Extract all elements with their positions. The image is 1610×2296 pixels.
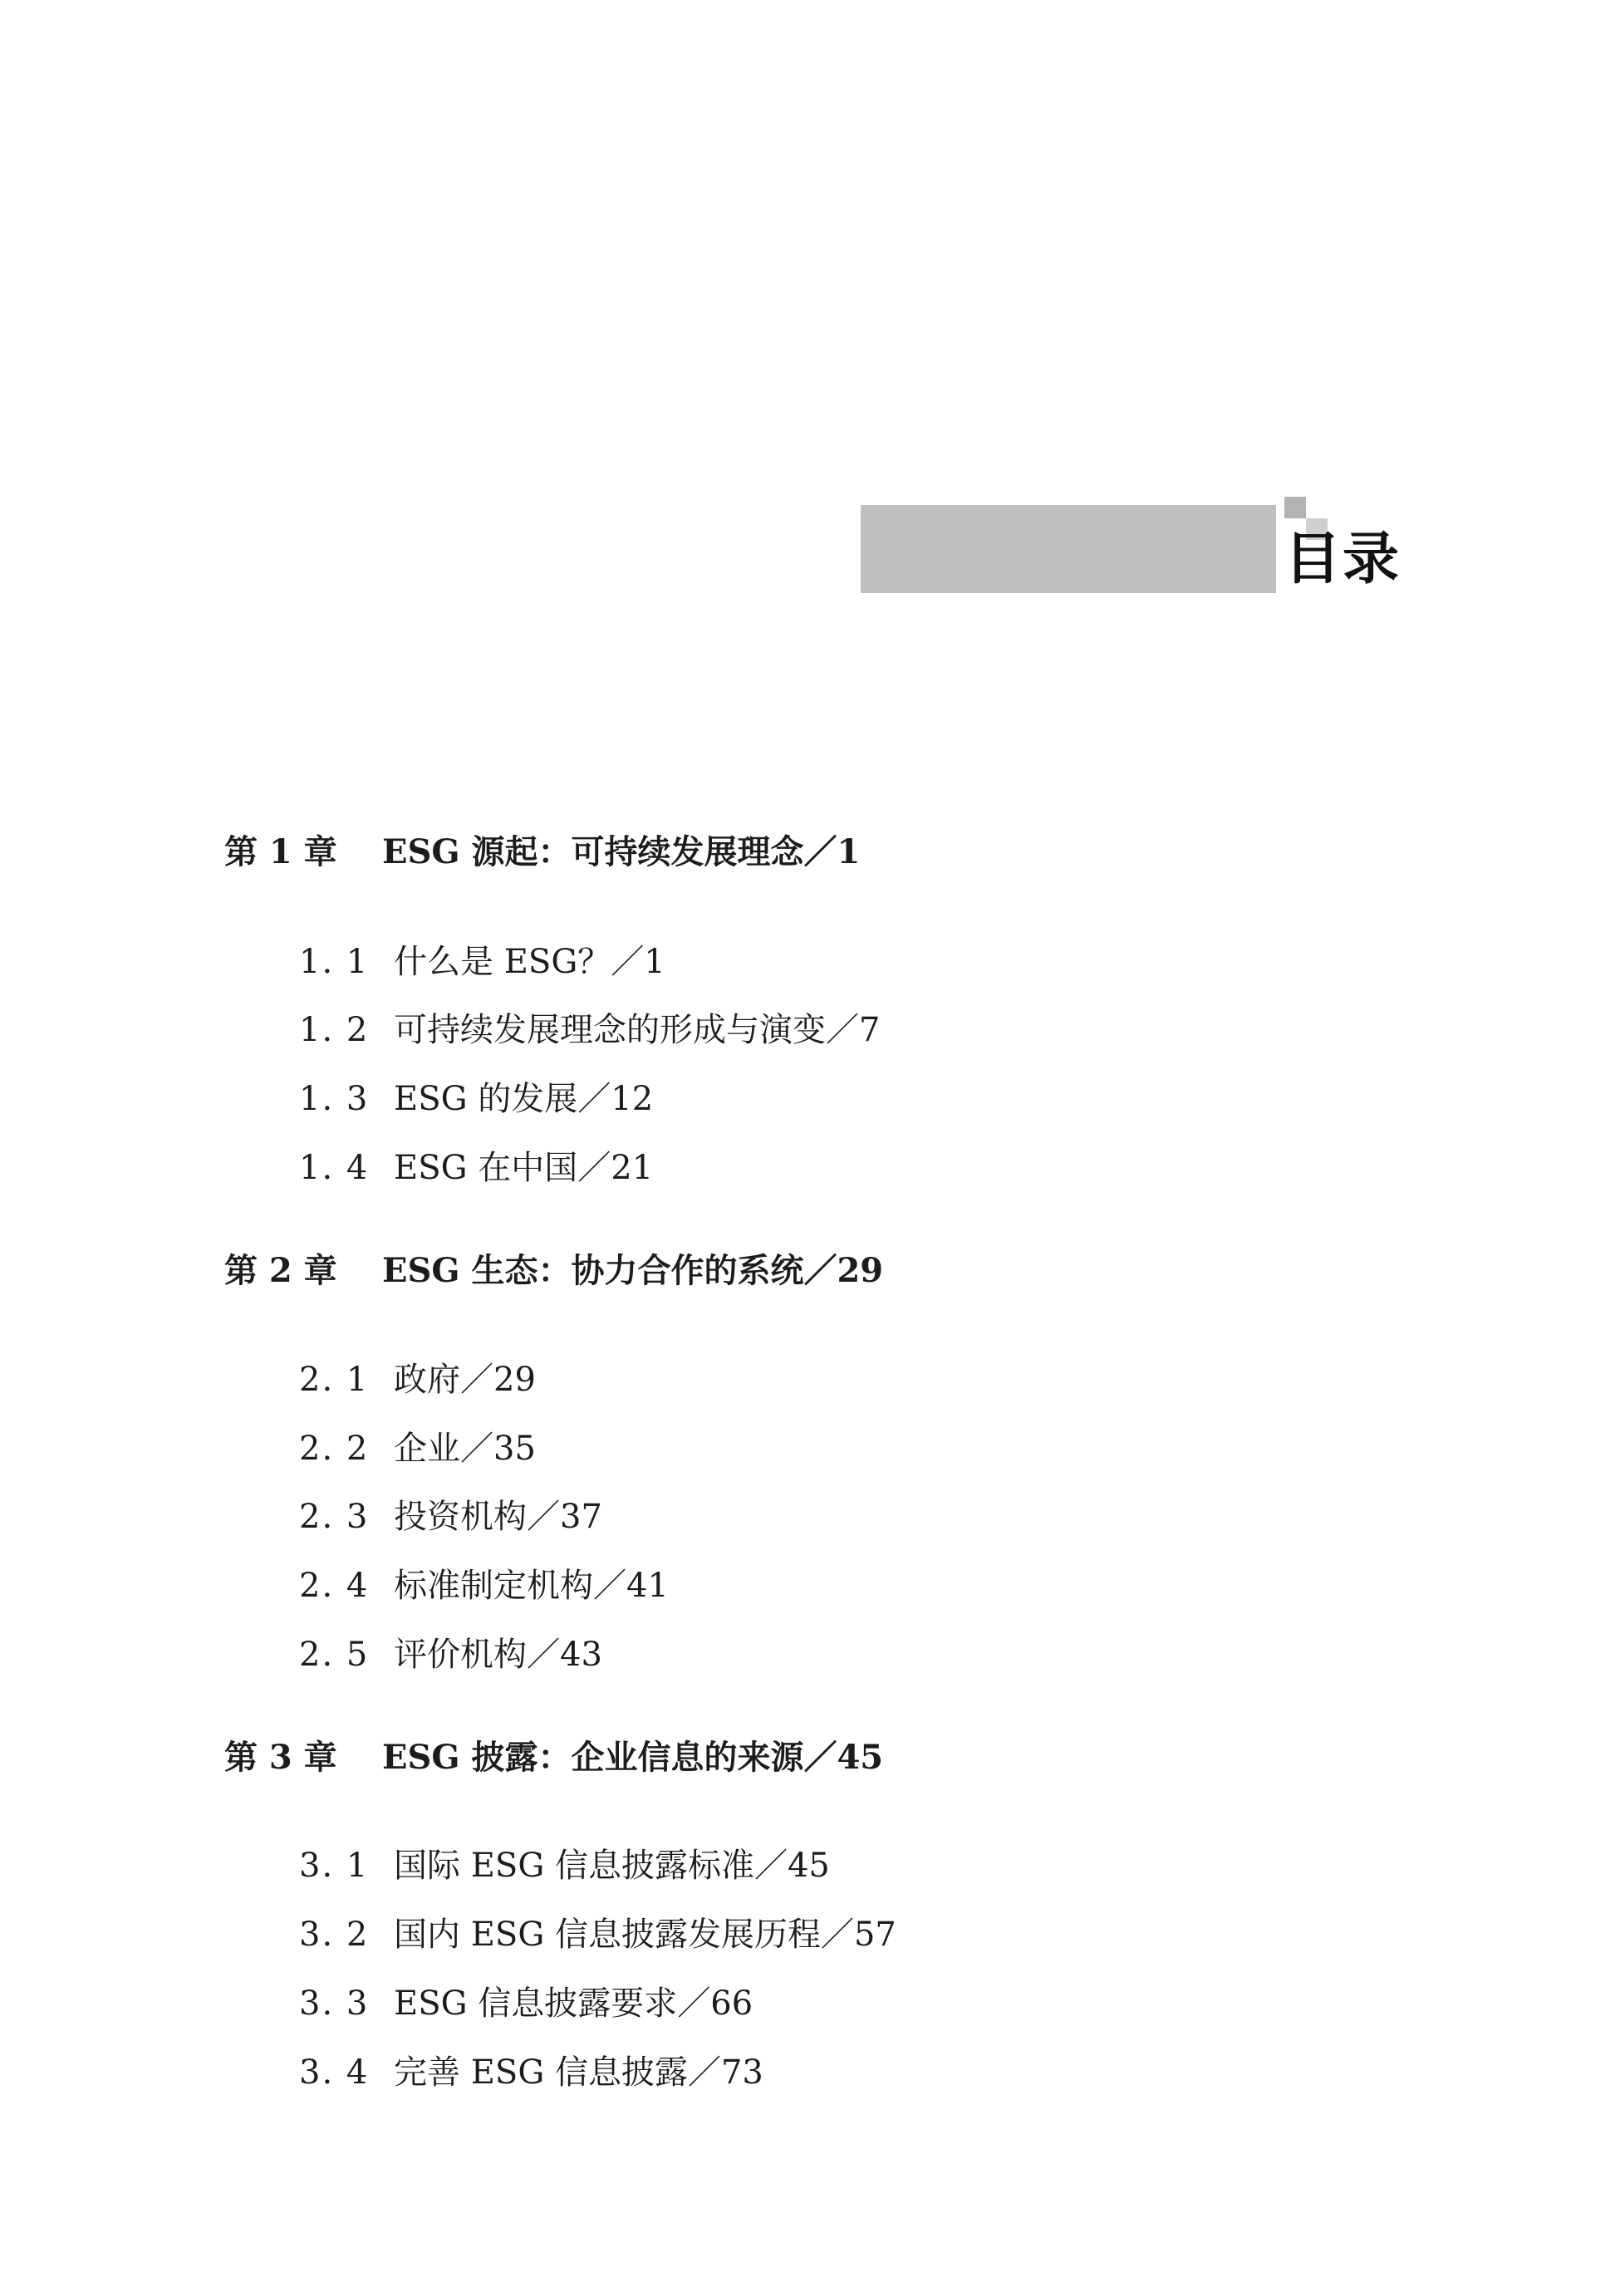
- chapter-title: ESG 披露：企业信息的来源／45: [382, 1738, 884, 1777]
- toc-section-1-4[interactable]: [299, 1148, 653, 1188]
- section-title: 投资机构／37: [394, 1498, 602, 1536]
- section-number: 2. 4: [299, 1567, 370, 1605]
- toc-section-3-3[interactable]: [299, 1984, 753, 2024]
- section-title: ESG 在中国／21: [394, 1149, 654, 1187]
- toc-chapter-3[interactable]: [224, 1738, 883, 1778]
- section-number: 2. 2: [299, 1430, 370, 1468]
- toc-section-1-1[interactable]: [299, 942, 665, 982]
- chapter-number: 第 2 章: [224, 1251, 337, 1290]
- section-title: 什么是 ESG？／1: [394, 943, 665, 981]
- section-number: 3. 3: [299, 1984, 370, 2023]
- chapter-title: ESG 源起：可持续发展理念／1: [382, 832, 861, 871]
- section-number: 1. 4: [299, 1149, 370, 1187]
- section-number: 3. 1: [299, 1847, 370, 1885]
- section-number: 1. 1: [299, 943, 370, 981]
- section-number: 2. 1: [299, 1361, 370, 1399]
- chapter-number: 第 3 章: [224, 1738, 337, 1777]
- chapter-title: ESG 生态：协力合作的系统／29: [382, 1251, 884, 1290]
- section-title: 评价机构／43: [394, 1636, 602, 1674]
- section-title: 企业／35: [394, 1430, 536, 1468]
- toc-chapter-1[interactable]: [224, 832, 860, 872]
- section-number: 3. 4: [299, 2053, 370, 2092]
- chapter-number: 第 1 章: [224, 832, 337, 871]
- section-number: 2. 5: [299, 1636, 370, 1674]
- toc-section-1-2[interactable]: [299, 1010, 880, 1050]
- toc-section-2-5[interactable]: [299, 1635, 602, 1675]
- page-title: 目录: [1284, 526, 1401, 592]
- section-title: 政府／29: [394, 1361, 536, 1399]
- toc-section-3-2[interactable]: [299, 1915, 896, 1955]
- section-title: ESG 的发展／12: [394, 1080, 654, 1118]
- section-title: 国际 ESG 信息披露标准／45: [394, 1847, 830, 1885]
- section-number: 1. 3: [299, 1080, 370, 1118]
- section-number: 2. 3: [299, 1498, 370, 1536]
- decorative-square: [1284, 497, 1306, 518]
- toc-header: [861, 497, 1401, 605]
- section-title: ESG 信息披露要求／66: [394, 1984, 753, 2023]
- toc-section-2-3[interactable]: [299, 1497, 602, 1537]
- toc-section-3-4[interactable]: [299, 2053, 763, 2092]
- header-gray-bar: [861, 505, 1276, 593]
- section-number: 3. 2: [299, 1916, 370, 1954]
- toc-chapter-2[interactable]: [224, 1251, 883, 1291]
- toc-section-1-3[interactable]: [299, 1079, 653, 1119]
- section-title: 国内 ESG 信息披露发展历程／57: [394, 1916, 896, 1954]
- section-title: 标准制定机构／41: [394, 1567, 669, 1605]
- section-title: 完善 ESG 信息披露／73: [394, 2053, 763, 2092]
- section-title: 可持续发展理念的形成与演变／7: [394, 1011, 881, 1049]
- toc-section-2-1[interactable]: [299, 1360, 536, 1400]
- toc-section-2-2[interactable]: [299, 1429, 536, 1469]
- section-number: 1. 2: [299, 1011, 370, 1049]
- toc-section-3-1[interactable]: [299, 1846, 830, 1886]
- toc-section-2-4[interactable]: [299, 1566, 669, 1606]
